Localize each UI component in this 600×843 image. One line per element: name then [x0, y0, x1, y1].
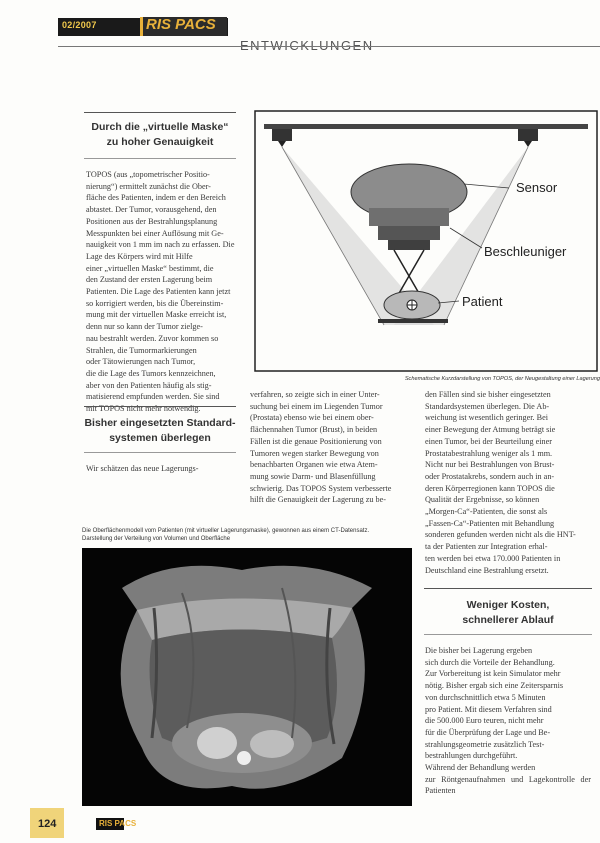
text-line: pro Patient. Mit diesem Verfahren sind: [425, 704, 552, 714]
box2-heading: [84, 416, 236, 446]
text-line: Qualität der Ergebnisse, so können: [425, 495, 540, 505]
text-line: Deutschland eine Bestrahlung ersetzt.: [425, 565, 549, 575]
text-line: einen Tumor, bei der Beurteilung einer: [425, 436, 553, 446]
right-sensor-camera: [518, 129, 538, 141]
text-line: (Prostata) ebenso wie bei einem ober-: [250, 413, 374, 423]
text-line: schwierig. Das TOPOS System verbesserte: [250, 483, 392, 493]
box2-heading-line1: Bisher eingesetzten Standard-: [84, 417, 236, 429]
text-line: denn nur so kann der Tumor zielge-: [86, 322, 203, 332]
text-line: für die Überprüfung der Lage und Be-: [425, 727, 551, 737]
text-line: so korrigiert werden, bis die Übereinstim-: [86, 298, 224, 308]
text-line: Die bisher bei Lagerung ergeben: [425, 646, 533, 655]
text-line: Tumoren wegen starker Bewegung von: [250, 448, 379, 458]
topos-diagram: [254, 110, 598, 372]
text-line: den Zustand der ersten Lagerung beim: [86, 275, 213, 285]
text-line: Zur Vorbereitung ist kein Simulator mehr: [425, 669, 561, 679]
box2-bottom-rule: [84, 452, 236, 453]
image-caption: [82, 527, 412, 544]
section-title: ENTWICKLUNGEN: [240, 38, 374, 53]
text-line: nötig. Bisher ergab sich eine Zeitersparnis: [425, 681, 564, 691]
patient-label: Patient: [462, 294, 503, 309]
text-line: strahlungsgeometrie zusätzlich Test-: [425, 739, 545, 749]
accelerator-label: Beschleuniger: [484, 244, 567, 259]
box3-heading: [424, 598, 592, 628]
text-line: Standardsystemen überlegen. Die Ab-: [425, 401, 550, 411]
text-line: ta der Patienten zur Integration erhal-: [425, 542, 548, 552]
text-line: Patienten. Die Lage des Patienten kann jetzt: [86, 287, 231, 297]
text-line: Positionen aus der Bestrahlungsplanung: [86, 216, 218, 226]
box1-body: [86, 169, 236, 415]
text-line: oder Tätowierungen nach Tumor,: [86, 357, 196, 367]
box2-top-rule: [84, 406, 236, 407]
header-rule: [58, 46, 600, 47]
text-line: fläche des Patienten, indem er den Bereich: [86, 193, 226, 203]
text-line: aber von den Patienten häufig als stig-: [86, 380, 212, 390]
ct-surface-rendering: [82, 548, 412, 806]
box3-heading-line2: schnellerer Ablauf: [462, 614, 554, 626]
text-line: matisierend empfunden werden. Sie sind: [86, 392, 220, 402]
text-line: nau bestrahlt werden. Zuvor kommen so: [86, 333, 219, 343]
text-line: Strahlen, die Tumormarkierungen: [86, 345, 197, 355]
text-line: den Fällen sind sie bisher eingesetzten: [425, 390, 551, 399]
box2-heading-line2: systemen überlegen: [109, 432, 211, 444]
middle-column-text: [250, 389, 414, 506]
box1-heading-line1: Durch die „virtuelle Maske“: [91, 121, 229, 133]
box3-heading-line1: Weniger Kosten,: [466, 599, 550, 611]
text-line: nierung“) ermittelt zunächst die Ober-: [86, 181, 211, 191]
text-line: „Fassen-Ca“-Patienten mit Behandlung: [425, 518, 555, 528]
issue-date: 02/2007: [62, 20, 97, 30]
text-line: TOPOS (aus „topometrischer Positio-: [86, 170, 210, 179]
text-line: mit TOPOS nicht mehr notwendig.: [86, 404, 201, 414]
text-line: mung mit der virtuellen Maske erreicht ist,: [86, 310, 227, 320]
text-line: benachbarten Organen wie etwa Atem-: [250, 460, 378, 470]
text-line: abtastet. Der Tumor, vorausgehend, den: [86, 205, 217, 215]
image-caption-line2: Darstellung der Verteilung von Volumen und Oberfläche: [82, 536, 231, 543]
left-sensor-camera: [272, 129, 292, 141]
right-column-text: [425, 389, 591, 576]
text-line: nauigkeit von 1 mm im nach zu erfassen. Die: [86, 240, 235, 250]
text-line: „Morgen-Ca“-Patienten, die sonst als: [425, 507, 548, 517]
page-number: 124: [38, 818, 57, 830]
box1-top-rule: [84, 112, 236, 113]
text-line: oder Prostatakrebs, sondern auch in an-: [425, 471, 555, 481]
text-line: Nicht nur bei Bestrahlungen von Brust-: [425, 460, 555, 470]
box1-bottom-rule: [84, 158, 236, 159]
sensor-label: Sensor: [516, 180, 558, 195]
box3-bottom-rule: [424, 634, 592, 635]
box1-heading-line2: zu hoher Genauigkeit: [106, 136, 214, 148]
text-line: einer „virtuellen Maske“ bestimmt, die: [86, 263, 214, 273]
text-line: hilft die Genauigkeit der Lagerung zu be-: [250, 495, 386, 505]
diagram-caption: Schematische Kurzdarstellung von TOPOS, der Neugestaltung einer Lagerung: [404, 376, 600, 382]
box2-first-line: Wir schätzen das neue Lagerungs-: [86, 464, 199, 473]
text-line: Lage des Körpers wird mit Hilfe: [86, 251, 193, 261]
text-line: Fällen ist die genaue Positionierung von: [250, 436, 382, 446]
footer-logo: RIS PACS: [99, 819, 137, 828]
text-line: weichung ist wesentlich geringer. Bei: [425, 413, 549, 423]
right-column-text-2: [425, 645, 591, 797]
text-line: mung sowie Darm- und Blasenfüllung: [250, 471, 376, 481]
text-line: zur Röntgenaufnahmen und Lagekontrolle der Patienten: [425, 774, 591, 796]
text-line: Während der Behandlung werden: [425, 763, 536, 773]
text-line: die 500.000 Euro teuren, nicht mehr: [425, 716, 544, 726]
text-line: sich durch die Vorteile der Behandlung.: [425, 657, 555, 667]
text-line: Messpunkten bei einer Auflösung mit Ge-: [86, 228, 224, 238]
text-line: verfahren, so zeigte sich in einer Unter-: [250, 390, 380, 399]
box3-top-rule: [424, 588, 592, 589]
text-line: flächennahen Tumor (Brust), in beiden: [250, 425, 378, 435]
text-line: suchung bei einem im Liegenden Tumor: [250, 401, 383, 411]
box1-heading: [84, 120, 236, 150]
ceiling-rail: [264, 124, 588, 129]
text-line: sonderen gefunden werden nicht als die HNT-: [425, 530, 576, 540]
magazine-logo: RIS PACS: [146, 16, 216, 33]
text-line: deren Körperregionen kann TOPOS die: [425, 483, 555, 493]
text-line: ten werden bei etwa 170.000 Patienten in: [425, 553, 561, 563]
accelerator-body: [369, 208, 449, 226]
text-line: die die Lage des Tumors kennzeichnen,: [86, 368, 216, 378]
image-caption-line1: Die Oberflächenmodell vom Patienten (mit virtueller Lagerungsmaske), gewonnen aus einem CT-Datensatz.: [82, 528, 370, 534]
text-line: bestrahlungen durchgeführt.: [425, 751, 518, 761]
text-line: von durchschnittlich etwa 5 Minuten: [425, 692, 546, 702]
text-line: einer Bewegung der Atmung beträgt sie: [425, 425, 556, 435]
text-line: Prostatabestrahlung weniger als 1 mm.: [425, 448, 553, 458]
treatment-table: [378, 319, 448, 323]
